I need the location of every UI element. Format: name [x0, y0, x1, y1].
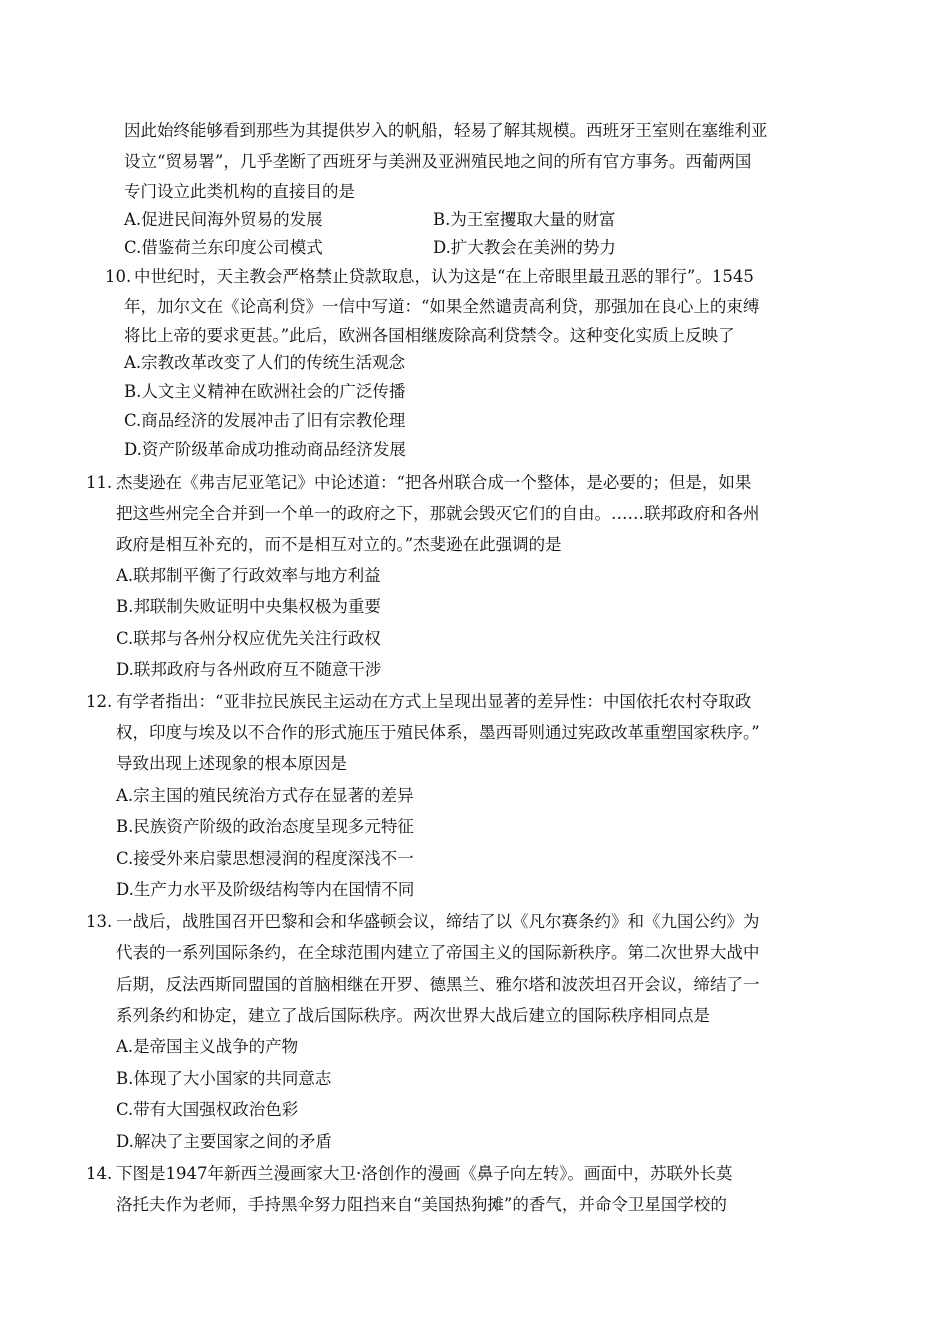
- q11-option-b: B.邦联制失败证明中央集权极为重要: [116, 597, 381, 616]
- q9-line-1: 因此始终能够看到那些为其提供岁入的帆船，轻易了解其规模。西班牙王室则在塞维利亚: [124, 121, 768, 140]
- q11-option-d: D.联邦政府与各州政府互不随意干涉: [116, 660, 382, 679]
- q13-option-a: A.是帝国主义战争的产物: [116, 1037, 299, 1056]
- q11-option-a: A.联邦制平衡了行政效率与地方利益: [116, 566, 381, 585]
- q9-option-d: D.扩大教会在美洲的势力: [433, 238, 616, 257]
- q14-line-1: 下图是1947年新西兰漫画家大卫·洛创作的漫画《鼻子向左转》。画面中，苏联外长莫: [116, 1164, 733, 1183]
- q13-option-d: D.解决了主要国家之间的矛盾: [116, 1132, 332, 1151]
- q10-line-3: 将比上帝的要求更甚。”此后，欧洲各国相继废除高利贷禁令。这种变化实质上反映了: [124, 326, 735, 345]
- q10-number: 10.: [105, 267, 132, 286]
- q13-number: 13.: [86, 912, 113, 931]
- q13-line-3: 后期，反法西斯同盟国的首脑相继在开罗、德黑兰、雅尔塔和波茨坦召开会议，缔结了一: [116, 975, 760, 994]
- q10-option-b: B.人文主义精神在欧洲社会的广泛传播: [124, 382, 406, 401]
- q10-line-2: 年，加尔文在《论高利贷》一信中写道：“如果全然谴责高利贷，那强加在良心上的束缚: [124, 297, 760, 316]
- q12-option-a: A.宗主国的殖民统治方式存在显著的差异: [116, 786, 414, 805]
- q12-number: 12.: [86, 692, 113, 711]
- q9-option-a: A.促进民间海外贸易的发展: [124, 210, 323, 229]
- q9-option-b: B.为王室攫取大量的财富: [433, 210, 616, 229]
- q13-line-4: 系列条约和协定，建立了战后国际秩序。两次世界大战后建立的国际秩序相同点是: [116, 1006, 710, 1025]
- q11-line-3: 政府是相互补充的，而不是相互对立的。”杰斐逊在此强调的是: [116, 535, 562, 554]
- q11-line-1: 杰斐逊在《弗吉尼亚笔记》中论述道：“把各州联合成一个整体，是必要的；但是，如果: [116, 473, 752, 492]
- q10-line-1: 中世纪时，天主教会严格禁止贷款取息，认为这是“在上帝眼里最丑恶的罪行”。1545: [134, 267, 754, 286]
- q12-line-2: 权，印度与埃及以不合作的形式施压于殖民体系，墨西哥则通过宪政改革重塑国家秩序。”: [116, 723, 760, 742]
- q10-option-c: C.商品经济的发展冲击了旧有宗教伦理: [124, 411, 406, 430]
- q14-number: 14.: [86, 1164, 113, 1183]
- q14-line-2: 洛托夫作为老师，手持黑伞努力阻挡来自“美国热狗摊”的香气，并命令卫星国学校的: [116, 1195, 727, 1214]
- q10-option-a: A.宗教改革改变了人们的传统生活观念: [124, 353, 406, 372]
- q13-line-1: 一战后，战胜国召开巴黎和会和华盛顿会议，缔结了以《凡尔赛条约》和《九国公约》为: [116, 912, 760, 931]
- q12-option-b: B.民族资产阶级的政治态度呈现多元特征: [116, 817, 414, 836]
- q12-line-3: 导致出现上述现象的根本原因是: [116, 754, 347, 773]
- q12-option-c: C.接受外来启蒙思想浸润的程度深浅不一: [116, 849, 414, 868]
- q13-line-2: 代表的一系列国际条约，在全球范围内建立了帝国主义的国际新秩序。第二次世界大战中: [116, 943, 760, 962]
- q10-option-d: D.资产阶级革命成功推动商品经济发展: [124, 440, 406, 459]
- q11-line-2: 把这些州完全合并到一个单一的政府之下，那就会毁灭它们的自由。……联邦政府和各州: [116, 504, 760, 523]
- q9-line-3: 专门设立此类机构的直接目的是: [124, 182, 355, 201]
- q13-option-b: B.体现了大小国家的共同意志: [116, 1069, 332, 1088]
- q13-option-c: C.带有大国强权政治色彩: [116, 1100, 299, 1119]
- q12-line-1: 有学者指出：“亚非拉民族民主运动在方式上呈现出显著的差异性：中国依托农村夺取政: [116, 692, 752, 711]
- q12-option-d: D.生产力水平及阶级结构等内在国情不同: [116, 880, 415, 899]
- q11-number: 11.: [86, 473, 113, 492]
- q9-option-c: C.借鉴荷兰东印度公司模式: [124, 238, 323, 257]
- q11-option-c: C.联邦与各州分权应优先关注行政权: [116, 629, 381, 648]
- q9-line-2: 设立“贸易署”，几乎垄断了西班牙与美洲及亚洲殖民地之间的所有官方事务。西葡两国: [124, 152, 752, 171]
